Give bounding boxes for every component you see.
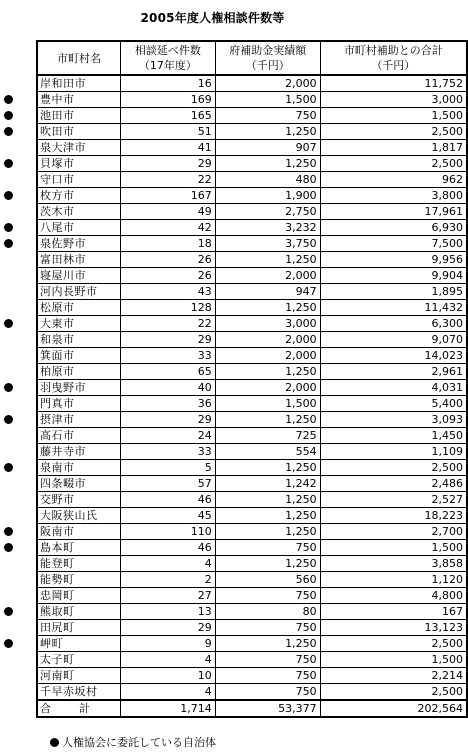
- total-subsidy: 1,450: [320, 428, 467, 444]
- table-row: [37, 508, 467, 524]
- municipality-name: 岸和田市: [37, 75, 121, 92]
- municipality-name: 守口市: [37, 172, 121, 188]
- total-subsidy: 2,700: [320, 524, 467, 540]
- table-row: [37, 220, 467, 236]
- municipality-name: 忠岡町: [37, 588, 121, 604]
- consult-count: 22: [121, 172, 216, 188]
- municipality-name: 千早赤坂村: [37, 684, 121, 701]
- table-row: [37, 460, 467, 476]
- municipality-name: 茨木市: [37, 204, 121, 220]
- municipality-name: 能勢町: [37, 572, 121, 588]
- pref-subsidy: 750: [215, 588, 320, 604]
- pref-subsidy: 2,000: [215, 75, 320, 92]
- pref-subsidy: 947: [215, 284, 320, 300]
- consult-count: 4: [121, 684, 216, 701]
- header-total: 市町村補助との合計 （千円）: [320, 41, 467, 75]
- municipality-name: 羽曳野市: [37, 380, 121, 396]
- table-row: [37, 332, 467, 348]
- municipality-name: 柏原市: [37, 364, 121, 380]
- table-row: [37, 492, 467, 508]
- delegated-marker-icon: [4, 319, 13, 328]
- total-subsidy: 4,031: [320, 380, 467, 396]
- consult-count: 51: [121, 124, 216, 140]
- table-row: [37, 396, 467, 412]
- total-subsidy: 14,023: [320, 348, 467, 364]
- delegated-marker-icon: [4, 159, 13, 168]
- table-row: [37, 444, 467, 460]
- consult-count: 29: [121, 620, 216, 636]
- total-subsidy: 1,500: [320, 108, 467, 124]
- consult-count: 24: [121, 428, 216, 444]
- delegated-marker-icon: [4, 127, 13, 136]
- delegated-marker-icon: [4, 415, 13, 424]
- municipality-name: 島本町: [37, 540, 121, 556]
- total-subsidy: 3,800: [320, 188, 467, 204]
- delegated-marker-icon: [4, 639, 13, 648]
- table-row: [37, 380, 467, 396]
- delegated-marker-icon: [4, 111, 13, 120]
- municipality-name: 泉佐野市: [37, 236, 121, 252]
- total-subsidy: 3,093: [320, 412, 467, 428]
- legend-dot-icon: [50, 738, 59, 747]
- total-subsidy: 1,500: [320, 652, 467, 668]
- municipality-name: 岬町: [37, 636, 121, 652]
- pref-subsidy: 1,250: [215, 556, 320, 572]
- municipality-name: 藤井寺市: [37, 444, 121, 460]
- delegated-marker-icon: [4, 95, 13, 104]
- consult-count: 13: [121, 604, 216, 620]
- table-row: [37, 316, 467, 332]
- municipality-name: 寝屋川市: [37, 268, 121, 284]
- table-row: [37, 668, 467, 684]
- total-subsidy: 167: [320, 604, 467, 620]
- total-subsidy: 962: [320, 172, 467, 188]
- table-row: [37, 364, 467, 380]
- table-row: [37, 556, 467, 572]
- delegated-marker-icon: [4, 383, 13, 392]
- total-subsidy: 9,956: [320, 252, 467, 268]
- consult-count: 16: [121, 75, 216, 92]
- municipality-name: 吹田市: [37, 124, 121, 140]
- header-consult: 相談延べ件数 （17年度）: [121, 41, 216, 75]
- pref-subsidy: 560: [215, 572, 320, 588]
- pref-subsidy: 725: [215, 428, 320, 444]
- consult-count: 22: [121, 316, 216, 332]
- total-subsidy: 1,817: [320, 140, 467, 156]
- pref-subsidy: 554: [215, 444, 320, 460]
- table-row: [37, 156, 467, 172]
- pref-subsidy: 1,250: [215, 252, 320, 268]
- total-subsidy: 9,904: [320, 268, 467, 284]
- municipality-name: 貝塚市: [37, 156, 121, 172]
- table-row: [37, 284, 467, 300]
- pref-subsidy: 3,750: [215, 236, 320, 252]
- delegated-marker-icon: [4, 607, 13, 616]
- total-subsidy: 2,500: [320, 124, 467, 140]
- municipality-name: 池田市: [37, 108, 121, 124]
- table-row: [37, 524, 467, 540]
- pref-subsidy: 1,900: [215, 188, 320, 204]
- consult-count: 110: [121, 524, 216, 540]
- total-subsidy: 2,500: [320, 684, 467, 701]
- table-row: [37, 620, 467, 636]
- consult-count: 26: [121, 268, 216, 284]
- consult-count: 2: [121, 572, 216, 588]
- table-row: [37, 652, 467, 668]
- consult-count: 5: [121, 460, 216, 476]
- consult-count: 4: [121, 652, 216, 668]
- table-row: [37, 684, 467, 701]
- total-subsidy: 2,500: [320, 636, 467, 652]
- delegated-marker-icon: [4, 527, 13, 536]
- consult-count: 128: [121, 300, 216, 316]
- total-subsidy: 2,214: [320, 668, 467, 684]
- total-subsidy: 17,961: [320, 204, 467, 220]
- pref-subsidy: 1,250: [215, 508, 320, 524]
- table-row: [37, 204, 467, 220]
- consult-count: 49: [121, 204, 216, 220]
- pref-subsidy: 1,250: [215, 156, 320, 172]
- delegated-marker-icon: [4, 463, 13, 472]
- consult-count: 40: [121, 380, 216, 396]
- municipality-name: 河内長野市: [37, 284, 121, 300]
- total-consult: 1,714: [121, 700, 216, 717]
- legend: [50, 734, 216, 750]
- total-subsidy: 2,961: [320, 364, 467, 380]
- municipality-name: 豊中市: [37, 92, 121, 108]
- table-row: [37, 268, 467, 284]
- delegated-marker-icon: [4, 239, 13, 248]
- consult-count: 10: [121, 668, 216, 684]
- total-subsidy: 5,400: [320, 396, 467, 412]
- municipality-name: 河南町: [37, 668, 121, 684]
- pref-subsidy: 750: [215, 108, 320, 124]
- table-row: [37, 300, 467, 316]
- municipality-name: 富田林市: [37, 252, 121, 268]
- municipality-name: 交野市: [37, 492, 121, 508]
- municipality-name: 和泉市: [37, 332, 121, 348]
- pref-subsidy: 2,000: [215, 332, 320, 348]
- consult-count: 26: [121, 252, 216, 268]
- total-subsidy: 1,895: [320, 284, 467, 300]
- pref-subsidy: 1,250: [215, 124, 320, 140]
- consult-count: 29: [121, 332, 216, 348]
- total-row: [37, 700, 467, 717]
- pref-subsidy: 1,250: [215, 412, 320, 428]
- consult-count: 33: [121, 348, 216, 364]
- delegated-marker-icon: [4, 223, 13, 232]
- consult-count: 169: [121, 92, 216, 108]
- pref-subsidy: 907: [215, 140, 320, 156]
- total-sum: 202,564: [320, 700, 467, 717]
- pref-subsidy: 2,000: [215, 380, 320, 396]
- total-subsidy: 2,527: [320, 492, 467, 508]
- table-row: [37, 140, 467, 156]
- table-row: [37, 236, 467, 252]
- pref-subsidy: 3,232: [215, 220, 320, 236]
- municipality-name: 摂津市: [37, 412, 121, 428]
- total-subsidy: 7,500: [320, 236, 467, 252]
- total-subsidy: 3,000: [320, 92, 467, 108]
- table-row: [37, 588, 467, 604]
- pref-subsidy: 1,500: [215, 396, 320, 412]
- consult-count: 46: [121, 540, 216, 556]
- municipality-name: 熊取町: [37, 604, 121, 620]
- total-subsidy: 3,858: [320, 556, 467, 572]
- pref-subsidy: 1,250: [215, 364, 320, 380]
- municipality-name: 田尻町: [37, 620, 121, 636]
- table-row: [37, 348, 467, 364]
- municipality-name: 高石市: [37, 428, 121, 444]
- total-label: 合計: [37, 700, 121, 717]
- pref-subsidy: 750: [215, 668, 320, 684]
- pref-subsidy: 750: [215, 620, 320, 636]
- municipality-name: 枚方市: [37, 188, 121, 204]
- municipality-name: 箕面市: [37, 348, 121, 364]
- header-pref: 府補助金実績額 （千円）: [215, 41, 320, 75]
- consult-count: 33: [121, 444, 216, 460]
- municipality-name: 大東市: [37, 316, 121, 332]
- header-name: 市町村名: [37, 41, 121, 75]
- municipality-name: 阪南市: [37, 524, 121, 540]
- table-row: [37, 92, 467, 108]
- total-subsidy: 11,752: [320, 75, 467, 92]
- consult-count: 165: [121, 108, 216, 124]
- total-subsidy: 13,123: [320, 620, 467, 636]
- pref-subsidy: 1,250: [215, 300, 320, 316]
- consult-count: 46: [121, 492, 216, 508]
- pref-subsidy: 750: [215, 684, 320, 701]
- dot-column: [0, 0, 36, 755]
- table-row: [37, 604, 467, 620]
- table-row: [37, 412, 467, 428]
- municipality-name: 松原市: [37, 300, 121, 316]
- total-subsidy: 2,500: [320, 460, 467, 476]
- pref-subsidy: 1,250: [215, 636, 320, 652]
- total-subsidy: 6,300: [320, 316, 467, 332]
- page-title: 2005年度人権相談件数等: [140, 11, 285, 25]
- municipality-name: 泉大津市: [37, 140, 121, 156]
- table-row: [37, 428, 467, 444]
- delegated-marker-icon: [4, 191, 13, 200]
- total-subsidy: 1,500: [320, 540, 467, 556]
- municipality-name: 泉南市: [37, 460, 121, 476]
- table-row: [37, 636, 467, 652]
- consult-count: 29: [121, 412, 216, 428]
- consult-count: 41: [121, 140, 216, 156]
- municipality-name: 門真市: [37, 396, 121, 412]
- consult-count: 9: [121, 636, 216, 652]
- table-row: [37, 476, 467, 492]
- consult-count: 4: [121, 556, 216, 572]
- table-row: [37, 188, 467, 204]
- consult-count: 27: [121, 588, 216, 604]
- table-row: [37, 252, 467, 268]
- pref-subsidy: 2,750: [215, 204, 320, 220]
- municipality-name: 大阪狭山氏: [37, 508, 121, 524]
- pref-subsidy: 750: [215, 652, 320, 668]
- municipality-name: 能登町: [37, 556, 121, 572]
- consult-count: 45: [121, 508, 216, 524]
- municipality-name: 八尾市: [37, 220, 121, 236]
- legend-text: 人権協会に委託している自治体: [62, 736, 216, 749]
- pref-subsidy: 80: [215, 604, 320, 620]
- total-subsidy: 6,930: [320, 220, 467, 236]
- pref-subsidy: 1,250: [215, 492, 320, 508]
- total-subsidy: 9,070: [320, 332, 467, 348]
- consult-count: 57: [121, 476, 216, 492]
- consultation-table: [36, 40, 468, 718]
- pref-subsidy: 480: [215, 172, 320, 188]
- delegated-marker-icon: [4, 543, 13, 552]
- consult-count: 43: [121, 284, 216, 300]
- total-subsidy: 2,500: [320, 156, 467, 172]
- pref-subsidy: 2,000: [215, 268, 320, 284]
- pref-subsidy: 3,000: [215, 316, 320, 332]
- total-subsidy: 18,223: [320, 508, 467, 524]
- consult-count: 42: [121, 220, 216, 236]
- municipality-name: 太子町: [37, 652, 121, 668]
- table-row: [37, 75, 467, 92]
- total-subsidy: 4,800: [320, 588, 467, 604]
- consult-count: 29: [121, 156, 216, 172]
- pref-subsidy: 1,250: [215, 460, 320, 476]
- table-row: [37, 124, 467, 140]
- total-subsidy: 2,486: [320, 476, 467, 492]
- table-header-row: [37, 41, 467, 75]
- consult-count: 65: [121, 364, 216, 380]
- municipality-name: 四条畷市: [37, 476, 121, 492]
- pref-subsidy: 750: [215, 540, 320, 556]
- total-pref: 53,377: [215, 700, 320, 717]
- table-row: [37, 572, 467, 588]
- pref-subsidy: 1,242: [215, 476, 320, 492]
- table-row: [37, 108, 467, 124]
- pref-subsidy: 2,000: [215, 348, 320, 364]
- pref-subsidy: 1,250: [215, 524, 320, 540]
- total-subsidy: 1,109: [320, 444, 467, 460]
- consult-count: 36: [121, 396, 216, 412]
- consult-count: 167: [121, 188, 216, 204]
- total-subsidy: 1,120: [320, 572, 467, 588]
- consult-count: 18: [121, 236, 216, 252]
- table-row: [37, 540, 467, 556]
- table-row: [37, 172, 467, 188]
- total-subsidy: 11,432: [320, 300, 467, 316]
- pref-subsidy: 1,500: [215, 92, 320, 108]
